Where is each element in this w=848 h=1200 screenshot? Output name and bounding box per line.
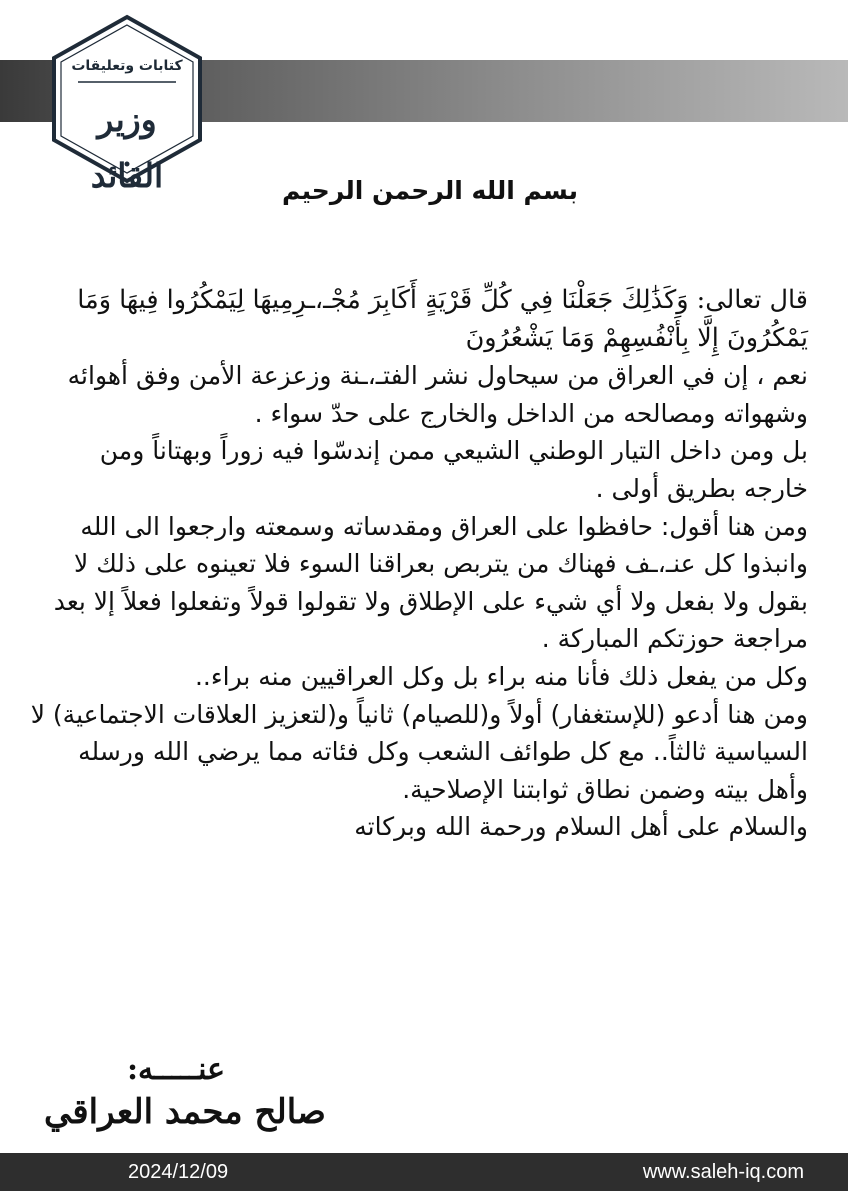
paragraph: ومن هنا أدعو (للإستغفار) أولاً و(للصيام) ثانياً و(لتعزيز العلاقات الاجتماعية) لا السياسية ثالثاً.. مع كل طوائف الشعب وكل فئاته مما يرضي الله ورسله وأهل بيته وضمن نطاق ثوابتنا الإصلاحية.	[30, 699, 808, 804]
document-body	[28, 282, 808, 846]
paragraph: وكل من يفعل ذلك فأنا منه براء بل وكل العراقيين منه براء..	[194, 661, 808, 691]
footer-bar	[0, 1153, 848, 1191]
footer-date: 2024/12/09	[128, 1161, 229, 1183]
footer-website-link[interactable]: www.saleh-iq.com	[642, 1161, 804, 1183]
paragraph: نعم ، إن في العراق من سيحاول نشر الفتـ،ـنة وزعزعة الأمن وفق أهوائه وشهواته ومصالحه من الداخل والخارج على حدّ سواء .	[67, 361, 808, 428]
paragraph: قال تعالى: وَكَذَٰلِكَ جَعَلْنَا فِي كُلِّ قَرْيَةٍ أَكَابِرَ مُجْـ،ـرِمِيهَا لِيَمْكُرُوا فِيهَا وَمَا يَمْكُرُونَ إِلَّا بِأَنْفُسِهِمْ وَمَا يَشْعُرُونَ	[77, 285, 808, 353]
signature-name: صالح محمد العراقي	[44, 1092, 326, 1132]
paragraph: والسلام على أهل السلام ورحمة الله وبركاته	[354, 812, 808, 842]
footer-strip	[0, 1191, 848, 1200]
signature-label: عنـــــه:	[126, 1052, 226, 1087]
logo	[42, 14, 212, 195]
logo-title: وزير القائد	[90, 100, 164, 195]
paragraph: بل ومن داخل التيار الوطني الشيعي ممن إندسّوا فيه زوراً وبهتاناً ومن خارجه بطريق أولى .	[99, 436, 808, 503]
paragraph: ومن هنا أقول: حافظوا على العراق ومقدساته وسمعته وارجعوا الى الله وانبذوا كل عنـ،ـف فهناك من يتربص بعراقنا السوء فلا تعينوه على ذلك لا بقول ولا بفعل ولا أي شيء على الإطلاق ولا تقولوا قولاً وتفعلوا فعلاً إلا بعد مراجعة حوزتكم المباركة .	[53, 511, 808, 654]
logo-subtitle: كتابات وتعليقات	[71, 58, 183, 74]
document-title: بسم الله الرحمن الرحيم	[282, 176, 578, 205]
